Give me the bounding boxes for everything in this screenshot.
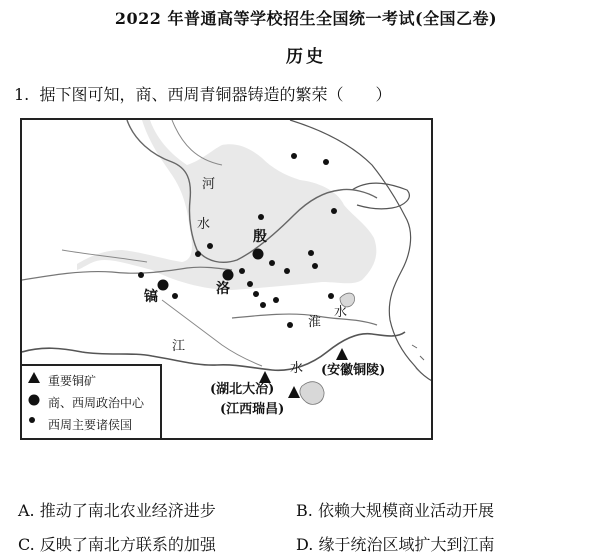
legend-label: 重要铜矿 (48, 374, 97, 388)
option-d[interactable] (296, 532, 494, 555)
legend-label: 西周主要诸侯国 (48, 418, 133, 432)
option-a[interactable] (18, 498, 216, 521)
option-text: 依赖大规模商业活动开展 (317, 501, 494, 520)
vassal-dot (260, 302, 266, 308)
vassal-dot (328, 293, 334, 299)
vassal-dot (195, 251, 201, 257)
option-b[interactable] (296, 498, 494, 521)
option-text: 反映了南北方联系的加强 (39, 535, 216, 554)
option-letter: D. (296, 535, 314, 554)
vassal-dot (287, 322, 293, 328)
label-jiangxi-ruichang: (江西瑞昌) (220, 402, 285, 417)
shandong-peninsula (352, 183, 409, 209)
political-center-luo (223, 270, 234, 281)
label-shui-he: 水 (197, 217, 211, 232)
vassal-dot (138, 272, 144, 278)
political-center-hao (158, 280, 169, 291)
option-c[interactable] (18, 532, 216, 555)
vassal-dot (284, 268, 290, 274)
question-number: 1. (14, 85, 30, 104)
option-letter: C. (18, 535, 35, 554)
label-yin: 殷 (253, 229, 267, 245)
vassal-dot (312, 263, 318, 269)
vassal-dot (207, 243, 213, 249)
legend-row-copper (28, 372, 96, 389)
vassal-dot (247, 281, 253, 287)
legend-label: 商、西周政治中心 (48, 396, 145, 410)
vassal-dot (258, 214, 264, 220)
delta-islands (412, 345, 424, 372)
label-he: 河 (202, 177, 216, 192)
map-legend (22, 364, 162, 440)
legend-row-political (28, 394, 144, 411)
vassal-dot (239, 268, 245, 274)
political-center-yin (253, 249, 264, 260)
option-letter: B. (296, 501, 313, 520)
vassal-dot (308, 250, 314, 256)
label-jiang: 江 (172, 339, 186, 354)
legend-row-vassal (28, 416, 132, 433)
label-shui-huai: 水 (334, 305, 348, 320)
vassal-dot (172, 293, 178, 299)
label-huai: 淮 (308, 315, 322, 330)
han-river (162, 300, 262, 366)
option-text: 缘于统治区域扩大到江南 (318, 535, 495, 554)
subject-title: 历史 (286, 47, 326, 67)
option-letter: A. (18, 501, 35, 520)
vassal-dot (323, 159, 329, 165)
label-hao: 镐 (144, 289, 158, 305)
yellow-river-band (77, 120, 376, 290)
label-anhui-tongling: (安徽铜陵) (321, 363, 386, 378)
vassal-dot (291, 153, 297, 159)
copper-mine-jiangxi (288, 386, 300, 398)
vassal-dot (253, 291, 259, 297)
exam-title: 2022 年普通高等学校招生全国统一考试(全国乙卷) (114, 9, 498, 28)
option-text: 推动了南北农业经济进步 (39, 501, 216, 520)
vassal-dot (273, 297, 279, 303)
label-luo: 洛 (216, 281, 230, 297)
label-hubei-daye: (湖北大冶) (210, 382, 275, 397)
question-1 (14, 82, 391, 105)
vassal-dot (269, 260, 275, 266)
question-text: 据下图可知，商、西周青铜器铸造的繁荣（ ） (39, 85, 392, 104)
vassal-dot (331, 208, 337, 214)
copper-mine-anhui (336, 348, 348, 360)
historical-map (20, 118, 433, 440)
label-shui-jiang: 水 (290, 361, 304, 376)
huai-river (232, 314, 377, 325)
poyang-lake (300, 382, 324, 405)
